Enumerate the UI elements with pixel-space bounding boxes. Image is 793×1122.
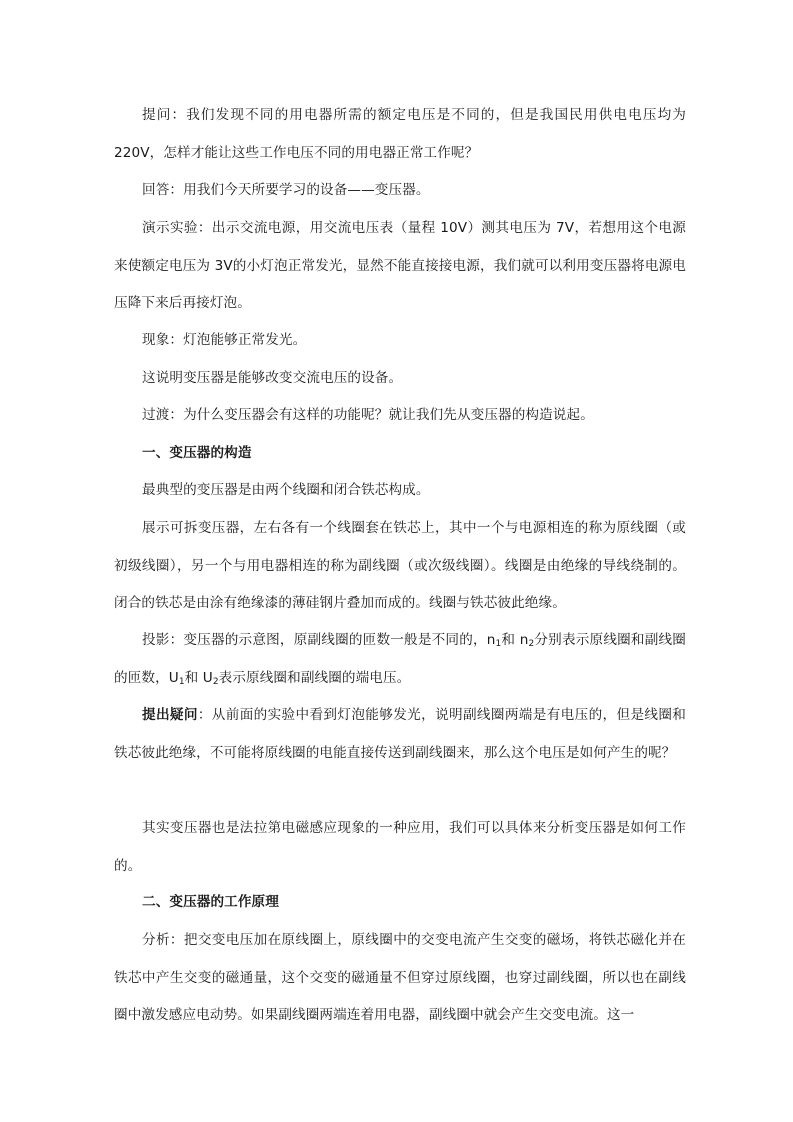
paragraph-raise-question: 提出疑问：从前面的实验中看到灯泡能够发光，说明副线圈两端是有电压的，但是线圈和铁芯彼此绝缘，不可能将原线圈的电能直接传送到副线圈来，那么这个电压是如何产生的呢？ (114, 707, 686, 761)
paragraph-transition: 过渡：为什么变压器会有这样的功能呢？就让我们先从变压器的构造说起。 (142, 407, 594, 423)
section-heading-principle: 二、变压器的工作原理 (142, 894, 279, 910)
paragraph-question: 提问：我们发现不同的用电器所需的额定电压是不同的，但是我国民用供电电压均为220V，怎样才能让这些工作电压不同的用电器正常工作呢？ (114, 107, 686, 161)
paragraph-typical-transformer: 最典型的变压器是由两个线圈和闭合铁芯构成。 (142, 482, 430, 498)
paragraph-analysis: 分析：把交变电压加在原线圈上，原线圈中的交变电流产生交变的磁场，将铁芯磁化并在铁芯中产生交变的磁通量，这个交变的磁通量不但穿过原线圈，也穿过副线圈，所以也在副线圈中激发感应电动势。如果副线圈两端连着用电器，副线圈中就会产生交变电流。这一 (114, 932, 686, 1023)
section-heading-structure: 一、变压器的构造 (142, 445, 252, 461)
paragraph-demonstration: 展示可拆变压器，左右各有一个线圈套在铁芯上，其中一个与电源相连的称为原线圈（或初级线圈），另一个与用电器相连的称为副线圈（或次级线圈）。线圈是由绝缘的导线绕制的。闭合的铁芯是由涂有绝缘漆的薄硅钢片叠加而成的。线圈与铁芯彼此绝缘。 (114, 520, 686, 611)
paragraph-answer: 回答：用我们今天所要学习的设备——变压器。 (142, 182, 430, 198)
paragraph-conclusion: 这说明变压器是能够改变交流电压的设备。 (142, 370, 403, 386)
paragraph-projection: 投影：变压器的示意图，原副线圈的匝数一般是不同的，$n_1$和 $n_2$分别表示原线圈和副线圈的匝数，$U_1$和 $U_2$表示原线圈和副线圈的端电压。 (114, 632, 686, 687)
paragraph-phenomenon: 现象：灯泡能够正常发光。 (142, 332, 307, 348)
bold-label: 提出疑问 (142, 707, 198, 723)
paragraph-faraday: 其实变压器也是法拉第电磁感应现象的一种应用，我们可以具体来分析变压器是如何工作的。 (114, 820, 686, 874)
paragraph-experiment: 演示实验：出示交流电源，用交流电压表（量程 10V）测其电压为 7V，若想用这个电源来使额定电压为 3V的小灯泡正常发光，显然不能直接接电源，我们就可以利用变压器将电源电压降下来后再接灯泡。 (114, 220, 686, 311)
